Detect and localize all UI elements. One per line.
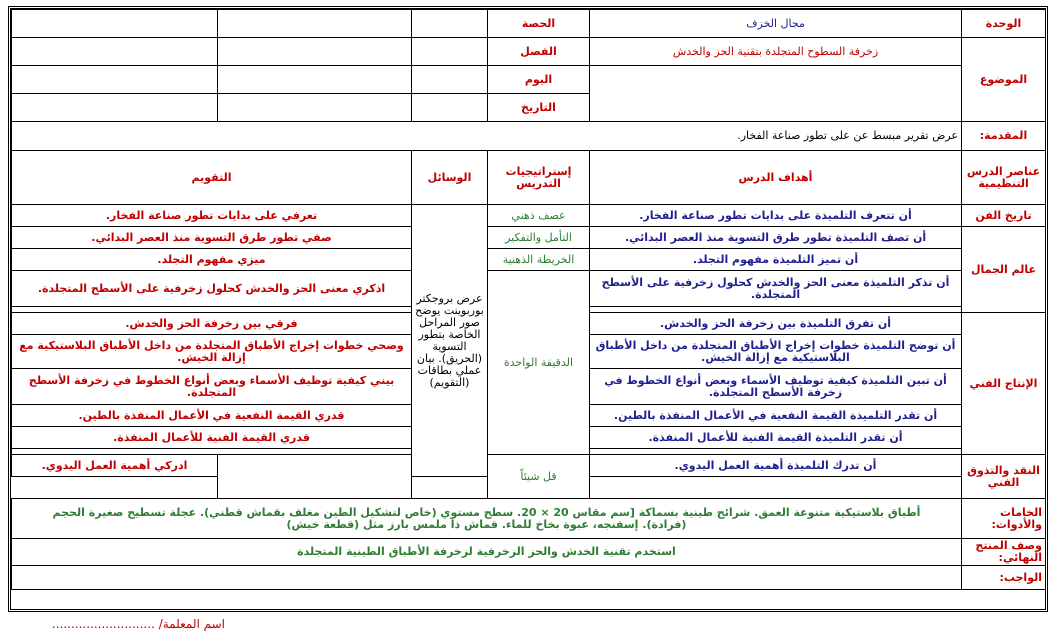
evaluation-row: قدري القيمة الفنية للأعمال المنفذة. [12, 427, 412, 449]
date-cell-1 [412, 94, 488, 122]
class-cell-3 [12, 38, 218, 66]
day-cell-2 [218, 66, 412, 94]
teacher-signature [0, 617, 225, 631]
objective-row: أن تبين التلميذة كيفية توظيف الأسماء وبعض أنواع الخطوط في زخرفة الأسطح المتجلدة. [590, 369, 962, 405]
intro-label: المقدمة: [962, 122, 1046, 151]
homework-label: الواجب: [962, 566, 1046, 590]
class-label: الفصل [488, 38, 590, 66]
day-cell-1 [412, 66, 488, 94]
evaluation-row: اذكري معنى الحز والخدش كحلول زخرفية على الأسطح المتجلدة. [12, 271, 412, 307]
lesson-plan-sheet [8, 6, 1048, 612]
objective-row: أن تقدر التلميذة القيمة النفعية في الأعمال المنفذة بالطين. [590, 405, 962, 427]
objective-row: أن توضح التلميذة خطوات إخراج الأطباق المتجلدة من داخل الأطباق البلاستيكية مع إزالة الخيش. [590, 335, 962, 369]
period-cell-1 [412, 10, 488, 38]
final-product-label: وصف المنتج النهائي: [962, 539, 1046, 566]
class-cell-2 [218, 38, 412, 66]
date-cell-3 [12, 94, 218, 122]
section-art-history: تاريخ الفن [962, 205, 1046, 227]
materials-line1: أطباق بلاستيكية متنوعة العمق. شرائح طينية بسماكة [سم مقاس 20 × 20. سطح مستوي (خاص لتشكيل الطين مغلف بقماش قطني). عجلة تسطيح صغيرة الحجم [52, 505, 921, 519]
col-strategies [488, 151, 590, 205]
strategy-say-something: قل شيئاً [488, 455, 590, 499]
unit-value: مجال الخزف [590, 10, 962, 38]
col-strategies-line2: التدريس [516, 176, 561, 190]
objective-row: أن تصف التلميذة تطور طرق التسوية منذ العصر البدائي. [590, 227, 962, 249]
final-product-value: استخدم تقنية الخدش والحز الزخرفية لزخرفة الأطباق الطينية المتجلدة [12, 539, 962, 566]
topic-value: زخرفة السطوح المتجلدة بتقنية الحز والخدش [590, 38, 962, 66]
materials-label: الخامات والأدوات: [962, 499, 1046, 539]
strategy-mindmap: الخريطة الذهنية [488, 249, 590, 271]
evaluation-row: فرقي بين زخرفة الحز والخدش. [12, 313, 412, 335]
materials-line2: (فرادة). إسفنجه، عبوة بخاخ للماء. قماش ذا ملمس بارز مثل (قطعة خيش) [286, 517, 687, 531]
day-cell-3 [12, 66, 218, 94]
objective-row: أن تفرق التلميذة بين زخرفة الحز والخدش. [590, 313, 962, 335]
objective-row: أن تميز التلميذة مفهوم التجلد. [590, 249, 962, 271]
evaluation-row: تعرفي على بدايات تطور صناعة الفخار. [12, 205, 412, 227]
strategy-reflection: التأمل والتفكير [488, 227, 590, 249]
col-objectives: أهداف الدرس [590, 151, 962, 205]
teacher-label: اسم المعلمة/ [158, 617, 225, 631]
topic-extra [590, 66, 962, 122]
unit-label: الوحدة [962, 10, 1046, 38]
period-cell-3 [12, 10, 218, 38]
lesson-plan-table [11, 9, 1046, 590]
strategy-brainstorm: عصف ذهني [488, 205, 590, 227]
section-production: الإنتاج الفني [962, 313, 1046, 455]
intro-value: عرض تقرير مبسط عن على تطور صناعة الفخار. [12, 122, 962, 151]
topic-label: الموضوع [962, 38, 1046, 122]
teacher-dots: ........................... [51, 617, 155, 631]
materials-value [12, 499, 962, 539]
section-criticism: النقد والتذوق الفني [962, 455, 1046, 499]
evaluation-row: بيني كيفية توظيف الأسماء وبعض أنواع الخطوط في زخرفة الأسطح المتجلدة. [12, 369, 412, 405]
objective-row: أن تدرك التلميذة أهمية العمل اليدوي. [590, 455, 962, 477]
section-aesthetics: عالم الجمال [962, 227, 1046, 313]
evaluation-row: ميزي مفهوم التجلد. [12, 249, 412, 271]
period-label: الحصة [488, 10, 590, 38]
objective-spacer [590, 477, 962, 499]
period-cell-2 [218, 10, 412, 38]
date-cell-2 [218, 94, 412, 122]
means-cell: عرض بروجكتر بوربوينت يوضح صور المراحل الخاصة بتطور التسوية (الحريق). بيان عملي بطاقات (التقويم) [412, 205, 488, 477]
evaluation-row: وضحي خطوات إخراج الأطباق المتجلدة من داخل الأطباق البلاستيكية مع إزالة الخيش. [12, 335, 412, 369]
col-strategies-line1: إستراتيجيات [505, 164, 572, 178]
objective-row: أن تتعرف التلميذة على بدايات تطور صناعة الفخار. [590, 205, 962, 227]
homework-value [12, 566, 962, 590]
evaluation-row: ادركي أهمية العمل اليدوي. [12, 455, 218, 477]
objective-row: أن تقدر التلميذة القيمة الفنية للأعمال المنفذة. [590, 427, 962, 449]
objective-row: أن تذكر التلميذة معنى الحز والخدش كحلول زخرفية على الأسطح المتجلدة. [590, 271, 962, 307]
col-evaluation: التقويم [12, 151, 412, 205]
class-cell-1 [412, 38, 488, 66]
col-means: الوسائل [412, 151, 488, 205]
evaluation-row: صفي تطور طرق التسوية منذ العصر البدائي. [12, 227, 412, 249]
evaluation-spacer [218, 477, 488, 499]
col-elements: عناصر الدرس التنظيمية [962, 151, 1046, 205]
evaluation-row: قدري القيمة النفعية في الأعمال المنفذة بالطين. [12, 405, 412, 427]
strategy-one-minute: الدقيقة الواحدة [488, 271, 590, 455]
date-label: التاريخ [488, 94, 590, 122]
day-label: اليوم [488, 66, 590, 94]
